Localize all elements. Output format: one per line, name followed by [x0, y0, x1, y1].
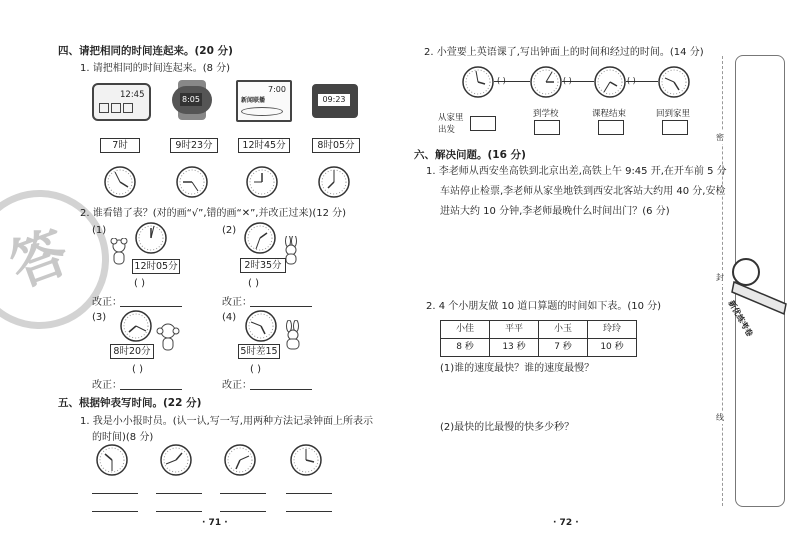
time-label-box: 5时差15 [238, 344, 280, 359]
answer-line[interactable] [92, 493, 138, 494]
clock-face-icon [120, 310, 152, 342]
cartoon-character-icon [108, 238, 130, 268]
clock-face-icon [246, 166, 278, 198]
clock-face-icon [594, 66, 626, 98]
q5-text-line1: 1. 我是小小报时员。(认一认,写一写,用两种方法记录钟面上所表示 [80, 416, 373, 427]
correct-label: 改正： [222, 297, 252, 308]
answer-paren: ( ) [250, 364, 261, 375]
time-answer-box[interactable] [598, 120, 624, 135]
item-number: (2) [222, 225, 237, 236]
digital-clock-device [312, 84, 358, 118]
section4-title: 四、请把相同的时间连起来。(20 分) [58, 45, 233, 57]
label-school: 到学校 [533, 109, 559, 119]
answer-line[interactable] [286, 493, 332, 494]
correct-label: 改正： [92, 380, 122, 391]
answer-line[interactable] [156, 493, 202, 494]
correct-label: 改正： [92, 297, 122, 308]
elapsed-paren[interactable]: ( ) [563, 76, 572, 85]
label-class-end: 课程结束 [592, 109, 627, 119]
seal-mark: 封 [716, 273, 724, 282]
page-number-right: · 72 · [553, 518, 579, 528]
correction-line[interactable] [120, 389, 182, 390]
time-answer-box[interactable] [534, 120, 560, 135]
table-cell: 7 秒 [538, 338, 588, 357]
time-box: 9时23分 [170, 138, 218, 153]
p1-line3: 进站大约 10 分钟,李老师最晚什么时间出门？(6 分) [440, 206, 670, 217]
answer-line[interactable] [286, 511, 332, 512]
tv-caption: 新闻联播 [241, 97, 266, 104]
time-label-box: 2时35分 [240, 258, 286, 273]
app-icon [123, 103, 133, 113]
sub-question-1: (1)谁的速度最快？谁的速度最慢？ [440, 363, 595, 374]
app-icon [99, 103, 109, 113]
table-header: 小佳 [440, 320, 490, 339]
table-cell: 10 秒 [587, 338, 637, 357]
clock-face-icon [176, 166, 208, 198]
time-box: 12时45分 [238, 138, 290, 153]
tv-display: 7:00 [268, 85, 286, 94]
clock-face-icon [104, 166, 136, 198]
time-box: 8时05分 [312, 138, 360, 153]
brand-banner-text: 新优练考卷 [726, 299, 755, 339]
clock-face-icon [318, 166, 350, 198]
elapsed-paren[interactable]: ( ) [497, 76, 506, 85]
section5-title: 五、根据钟表写时间。(22 分) [58, 397, 202, 409]
clock-face-icon [462, 66, 494, 98]
watch-device [172, 80, 212, 120]
item-number: (4) [222, 312, 237, 323]
label-back-home: 回到家里 [656, 109, 691, 119]
answer-line[interactable] [220, 493, 266, 494]
item-number: (1) [92, 225, 107, 236]
seal-mark: 密 [716, 133, 724, 142]
correction-line[interactable] [250, 306, 312, 307]
seal-mark: 线 [716, 413, 724, 422]
answer-paren: ( ) [248, 278, 259, 289]
q5-text-line2: 的时间)(8 分) [92, 432, 154, 443]
correction-line[interactable] [250, 389, 312, 390]
answer-line[interactable] [220, 511, 266, 512]
table-header: 小玉 [538, 320, 588, 339]
clock-face-icon [658, 66, 690, 98]
answer-line[interactable] [156, 511, 202, 512]
digital-clock-display: 09:23 [318, 94, 350, 106]
p2-text: 2. 4 个小朋友做 10 道口算题的时间如下表。(10 分) [426, 301, 662, 312]
answer-line[interactable] [92, 511, 138, 512]
correct-label: 改正： [222, 380, 252, 391]
table-header: 玲玲 [587, 320, 637, 339]
monkey-character-icon [155, 322, 181, 352]
clock-face-icon [244, 222, 276, 254]
clock-face-icon [245, 310, 277, 342]
time-answer-box[interactable] [470, 116, 496, 131]
time-label-box: 8时20分 [110, 344, 154, 359]
phone-device [92, 83, 151, 121]
time-box: 7时 [100, 138, 140, 153]
binding-sidebar [716, 55, 785, 507]
clock-face-icon [96, 444, 128, 476]
q1-text: 1. 请把相同的时间连起来。(8 分) [80, 63, 231, 74]
table-cell: 13 秒 [489, 338, 539, 357]
elapsed-paren[interactable]: ( ) [627, 76, 636, 85]
clock-face-icon [224, 444, 256, 476]
tv-device [236, 80, 292, 122]
correction-line[interactable] [120, 306, 182, 307]
p1-line1: 1. 李老师从西安坐高铁到北京出差,高铁上午 9:45 开,在开车前 5 分 [426, 166, 727, 177]
table-cell: 8 秒 [440, 338, 490, 357]
item-number: (3) [92, 312, 107, 323]
clock-face-icon [290, 444, 322, 476]
clock-face-icon [530, 66, 562, 98]
answer-paren: ( ) [132, 364, 143, 375]
table-header: 平平 [489, 320, 539, 339]
sub-question-2: (2)最快的比最慢的快多少秒？ [440, 422, 575, 433]
section6-title: 六、解决问题。(16 分) [414, 149, 526, 161]
p1-line2: 车站停止检票,李老师从家坐地铁到西安北客站大约用 40 分,安检 [440, 186, 726, 197]
clock-face-icon [160, 444, 192, 476]
phone-display: 12:45 [120, 90, 145, 100]
time-answer-box[interactable] [662, 120, 688, 135]
page-number-left: · 71 · [202, 518, 228, 528]
r-q2-text: 2. 小萱要上英语课了,写出钟面上的时间和经过的时间。(14 分) [424, 47, 704, 58]
label-from-home: 从家里出发 [438, 113, 464, 135]
rabbit-character-icon [280, 320, 306, 352]
q2-text: 2. 谁看错了表？(对的画“√”,错的画“✕”,并改正过来)(12 分) [80, 208, 347, 219]
time-label-box: 12时05分 [132, 259, 180, 274]
app-icon [111, 103, 121, 113]
watch-display: 8:05 [182, 95, 200, 104]
clock-face-icon [135, 222, 167, 254]
answer-paren: ( ) [134, 278, 145, 289]
watermark-stamp: 答 [0, 170, 129, 348]
